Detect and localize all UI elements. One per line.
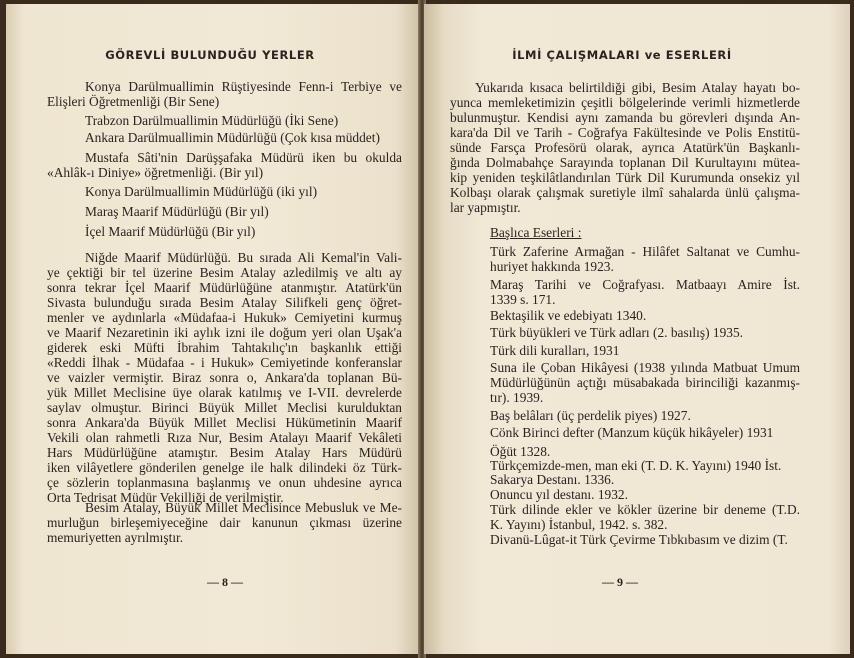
text-line: 1339 s. 171. bbox=[490, 292, 556, 307]
text-line: Hars Müdürlüğüne atamıştır. Besim Atalay Hars Müdürü bbox=[47, 445, 402, 460]
left-page-title: GÖREVLİ BULUNDUĞU YERLER bbox=[105, 48, 315, 62]
text-line: iken vilâyetlere gönderilen genelge ile halk dilindeki öz Türk- bbox=[47, 460, 402, 475]
text-line: ğında Dolmabahçe Sarayında toplanan Dil Kurultayını mütea- bbox=[450, 155, 800, 170]
text-line: Trabzon Darülmuallimin Müdürlüğü (İki Sene) bbox=[85, 113, 339, 128]
paragraph bbox=[47, 500, 402, 545]
text-line: bulunmuştur. Kendisi aynı zamanda bu görevleri dışında An- bbox=[450, 110, 800, 125]
text-line: Kolbaşı olarak çalışmak suretiyle ilmî sahalarda ünlü çalışma- bbox=[450, 185, 800, 200]
paragraph bbox=[47, 204, 402, 219]
text-line: Müdürlüğünün açtığı müsabakada birinciliği kazanmış- bbox=[490, 375, 800, 390]
work-list-item bbox=[490, 444, 800, 459]
work-list-item bbox=[490, 408, 800, 423]
work-list-item bbox=[490, 532, 800, 547]
text-line: «Ahlâk-ı Diniye» öğretmenliği. (Bir yıl) bbox=[47, 165, 264, 180]
text-line: Türk Zaferine Armağan - Hilâfet Saltanat ve Cumhu- bbox=[490, 244, 800, 259]
paragraph bbox=[47, 79, 402, 109]
work-list-item bbox=[490, 343, 800, 358]
text-line: Konya Darülmuallimin Müdürlüğü (iki yıl) bbox=[85, 184, 318, 199]
paragraph bbox=[47, 113, 402, 128]
text-line: lar yapmıştır. bbox=[450, 200, 521, 215]
work-list-item bbox=[490, 487, 800, 502]
text-line: Maraş Maarif Müdürlüğü (Bir yıl) bbox=[85, 204, 269, 219]
text-line: saylav olmuştur. Birinci Büyük Millet Meclisi kurulduktan bbox=[47, 400, 402, 415]
text-line: Konya Darülmuallimin Rüştiyesinde Fenn-i Terbiye ve bbox=[85, 79, 402, 94]
text-line: Öğüt 1328. bbox=[490, 444, 551, 459]
work-list-item bbox=[490, 458, 800, 473]
text-line: Elişleri Öğretmenliği (Bir Sene) bbox=[47, 94, 220, 109]
text-line: sonra Ankara'da Büyük Millet Meclisi Hükümetinin Maarif bbox=[47, 415, 402, 430]
text-line: çe sözlerin toplanmasına başlanmış ve onun uhdesine ayrıca bbox=[47, 475, 402, 490]
paragraph bbox=[47, 250, 402, 505]
text-line: sonra tekrar İçel Maarif Müdürlüğüne atanmıştır. Atatürk'ün bbox=[47, 280, 402, 295]
text-line: Türk dilinde ekler ve kökler üzerine bir deneme (T.D. bbox=[490, 502, 800, 517]
text-line: memuriyetten ayrılmıştır. bbox=[47, 530, 184, 545]
text-line: Baş belâları (üç perdelik piyes) 1927. bbox=[490, 408, 691, 423]
text-line: tır). 1939. bbox=[490, 390, 544, 405]
work-list-item bbox=[490, 425, 800, 440]
text-line: Onuncu yıl destanı. 1932. bbox=[490, 487, 628, 502]
text-line: Sivasta bulunduğu sırada Besim Atalay Silifkeli genç öğret- bbox=[47, 295, 402, 310]
paragraph bbox=[47, 130, 402, 145]
work-list-item bbox=[490, 360, 800, 405]
text-line: ye çektiği bir tel üzerine Besim Atalay azledilmiş ve altı ay bbox=[47, 265, 402, 280]
text-line: «Reddi İlhak - Müdafaa - i Hukuk» Cemiyetinde konferanslar bbox=[47, 355, 402, 370]
text-line: giderek eski Müfti İbrahim Tahtakılıç'ın başkanlık ettiği bbox=[47, 340, 402, 355]
text-line: huriyet hakkında 1923. bbox=[490, 259, 614, 274]
work-list-item bbox=[490, 244, 800, 274]
text-line: Vekili olan rahmetli Rıza Nur, Besim Atalayı Maarif Vekâleti bbox=[47, 430, 402, 445]
intro-paragraph bbox=[450, 80, 800, 215]
text-line: Niğde Maarif Müdürlüğü. Bu sırada Ali Kemal'in Vali- bbox=[85, 250, 402, 265]
text-line: kara'da Dil ve Tarih - Coğrafya Fakültesinde ve Polis Enstitü- bbox=[450, 125, 800, 140]
text-line: Sakarya Destanı. 1336. bbox=[490, 472, 615, 487]
text-line: menler ve aydınlarla «Müdafaa-i Hukuk» Cemiyetini kurmuş bbox=[47, 310, 402, 325]
text-line: Yukarıda kısaca belirtildiği gibi, Besim Atalay hayatı bo- bbox=[475, 80, 800, 95]
text-line: K. Yayını) İstanbul, 1942. s. 382. bbox=[490, 517, 668, 532]
text-line: ve vaizler vermiştir. Biraz sonra o, Ankara'da toplanan Bü- bbox=[47, 370, 402, 385]
page-number-right: — 9 — bbox=[602, 575, 638, 589]
text-line: yük Millet Meclisine üye olarak katılmış ve I-VII. devrelerde bbox=[47, 385, 402, 400]
text-line: Maraş Tarihi ve Coğrafyası. Matbaayı Amire İst. bbox=[490, 277, 800, 292]
paragraph bbox=[47, 150, 402, 180]
text-line: Besim Atalay, Büyük Millet Meclisince Mebusluk ve Me- bbox=[85, 500, 402, 515]
paragraph bbox=[47, 184, 402, 199]
work-list-item bbox=[490, 472, 800, 487]
text-line: murluğun birleşemiyeceğine dair kanunun çıkması üzerine bbox=[47, 515, 402, 530]
text-line: kip yeniden teşkilâtlandırılan Türk Dil Kurumunda onsekiz yıl bbox=[450, 170, 800, 185]
paragraph bbox=[47, 224, 402, 239]
text-line: Türk büyükleri ve Türk adları (2. basılış) 1935. bbox=[490, 325, 744, 340]
text-line: Cönk Birinci defter (Manzum küçük hikâyeler) 1931 bbox=[490, 425, 774, 440]
text-line: ve Maarif Nezaretinin iki aylık izni ile doğum yeri olan Uşak'a bbox=[47, 325, 402, 340]
page-number-left: — 8 — bbox=[207, 575, 243, 589]
text-line: Divanü-Lûgat-it Türk Çevirme Tıbkıbasım ve dizim (T. bbox=[490, 532, 788, 547]
right-page-title: İLMİ ÇALIŞMALARI ve ESERLERİ bbox=[512, 48, 732, 62]
text-line: Bektaşilik ve edebiyatı 1340. bbox=[490, 308, 647, 323]
work-list-item bbox=[490, 502, 800, 532]
text-line: Suna ile Çoban Hikâyesi (1938 yılında Matbuat Umum bbox=[490, 360, 800, 375]
text-line: Orta Tedrisat Müdür Vekilliği de verilmiştir. bbox=[47, 490, 284, 505]
text-line: yunca memleketimizin çeşitli bölgelerinde verimli hizmetlerde bbox=[450, 95, 800, 110]
work-list-item bbox=[490, 325, 800, 340]
works-heading: Başlıca Eserleri : bbox=[490, 225, 582, 240]
text-line: İçel Maarif Müdürlüğü (Bir yıl) bbox=[85, 224, 256, 239]
work-list-item bbox=[490, 308, 800, 323]
text-line: sünde Farsça Profesörü olarak, ayrıca Atatürk'ün Başkanlı- bbox=[450, 140, 800, 155]
text-line: Mustafa Sâti'nin Darüşşafaka Müdürü iken bu okulda bbox=[85, 150, 402, 165]
text-line: Türkçemizde-men, man eki (T. D. K. Yayını) 1940 İst. bbox=[490, 458, 782, 473]
text-line: Ankara Darülmuallimin Müdürlüğü (Çok kısa müddet) bbox=[85, 130, 380, 145]
text-line: Türk dili kuralları, 1931 bbox=[490, 343, 620, 358]
work-list-item bbox=[490, 277, 800, 307]
